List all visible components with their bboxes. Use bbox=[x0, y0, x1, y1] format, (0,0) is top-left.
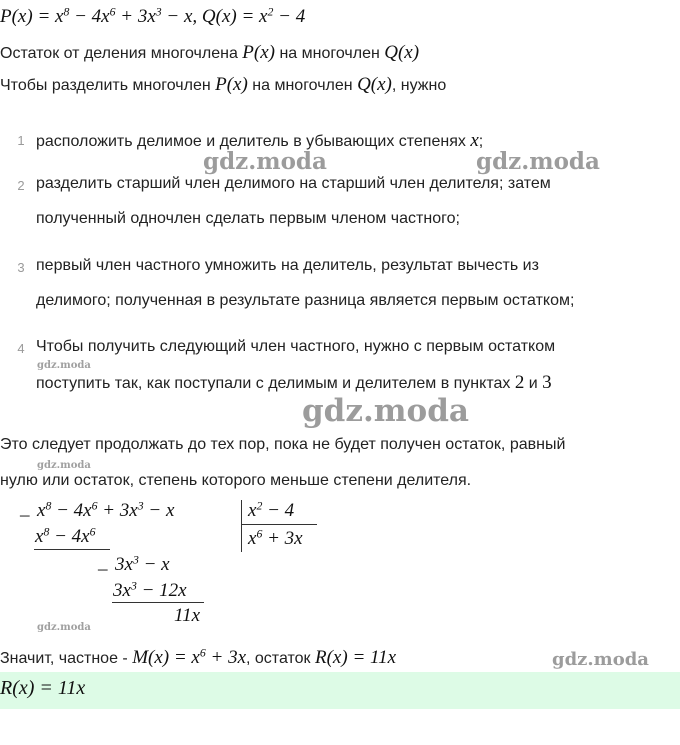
watermark: gdz.moda bbox=[302, 393, 469, 429]
step-number: 3 bbox=[17, 260, 25, 275]
subtrahend-1: $x^8 - 4x^6$ bbox=[35, 525, 96, 547]
intro-line-1: Остаток от деления многочлена P(x) на многочлен Q(x) bbox=[0, 42, 420, 63]
dividend: $x^8 - 4x^6 + 3x^3 - x$ bbox=[37, 499, 175, 521]
watermark: gdz.moda bbox=[476, 148, 600, 175]
answer-box bbox=[0, 672, 680, 709]
watermark: gdz.moda bbox=[37, 460, 91, 471]
conclusion-line-1: Это следует продолжать до тех пор, пока не будет получен остаток, равный bbox=[0, 436, 566, 453]
step-text: поступить так, как поступали с делимым и делителем в пунктах 2 и 3 bbox=[36, 372, 552, 393]
answer-text: R(x) = 11x bbox=[0, 677, 86, 699]
step-text: расположить делимое и делитель в убывающих степенях x; bbox=[36, 130, 484, 151]
header-formula: $P(x) = x^8 - 4x^6 + 3x^3 - x$, $Q(x) = x^2 - 4$ bbox=[0, 5, 306, 27]
watermark: gdz.moda bbox=[203, 148, 327, 175]
remainder-1: $3x^3 - x$ bbox=[115, 553, 170, 575]
conclusion-line-2: нулю или остаток, степень которого меньше степени делителя. bbox=[0, 472, 472, 489]
watermark: gdz.moda bbox=[37, 622, 91, 633]
step-number: 2 bbox=[17, 178, 25, 193]
rule-1 bbox=[34, 549, 110, 550]
step-text: разделить старший член делимого на старший член делителя; затем bbox=[36, 175, 551, 192]
watermark: gdz.moda bbox=[552, 649, 649, 670]
step-text: полученный одночлен сделать первым членом частного; bbox=[36, 210, 460, 227]
divisor-rule bbox=[241, 524, 317, 525]
division-bar bbox=[241, 500, 242, 552]
subtrahend-2: $3x^3 - 12x$ bbox=[113, 579, 187, 601]
step-text: делимого; полученная в результате разница является первым остатком; bbox=[36, 292, 575, 309]
intro-line-2: Чтобы разделить многочлен P(x) на многочлен Q(x), нужно bbox=[0, 74, 447, 95]
rule-2 bbox=[112, 602, 204, 603]
result-line: Значит, частное - $M(x) = x^6 + 3x$, остаток R(x) = 11x bbox=[0, 646, 397, 668]
minus-sign: _ bbox=[20, 498, 30, 519]
quotient: $x^6 + 3x$ bbox=[248, 527, 303, 549]
step-number: 4 bbox=[17, 341, 25, 356]
step-text: Чтобы получить следующий член частного, нужно с первым остатком bbox=[36, 338, 556, 355]
step-text: первый член частного умножить на делитель, результат вычесть из bbox=[36, 257, 539, 274]
step-number: 1 bbox=[17, 133, 25, 148]
watermark: gdz.moda bbox=[37, 360, 91, 371]
minus-sign: _ bbox=[98, 552, 108, 573]
final-remainder: 11x bbox=[174, 605, 201, 626]
divisor: $x^2 - 4$ bbox=[248, 499, 295, 521]
